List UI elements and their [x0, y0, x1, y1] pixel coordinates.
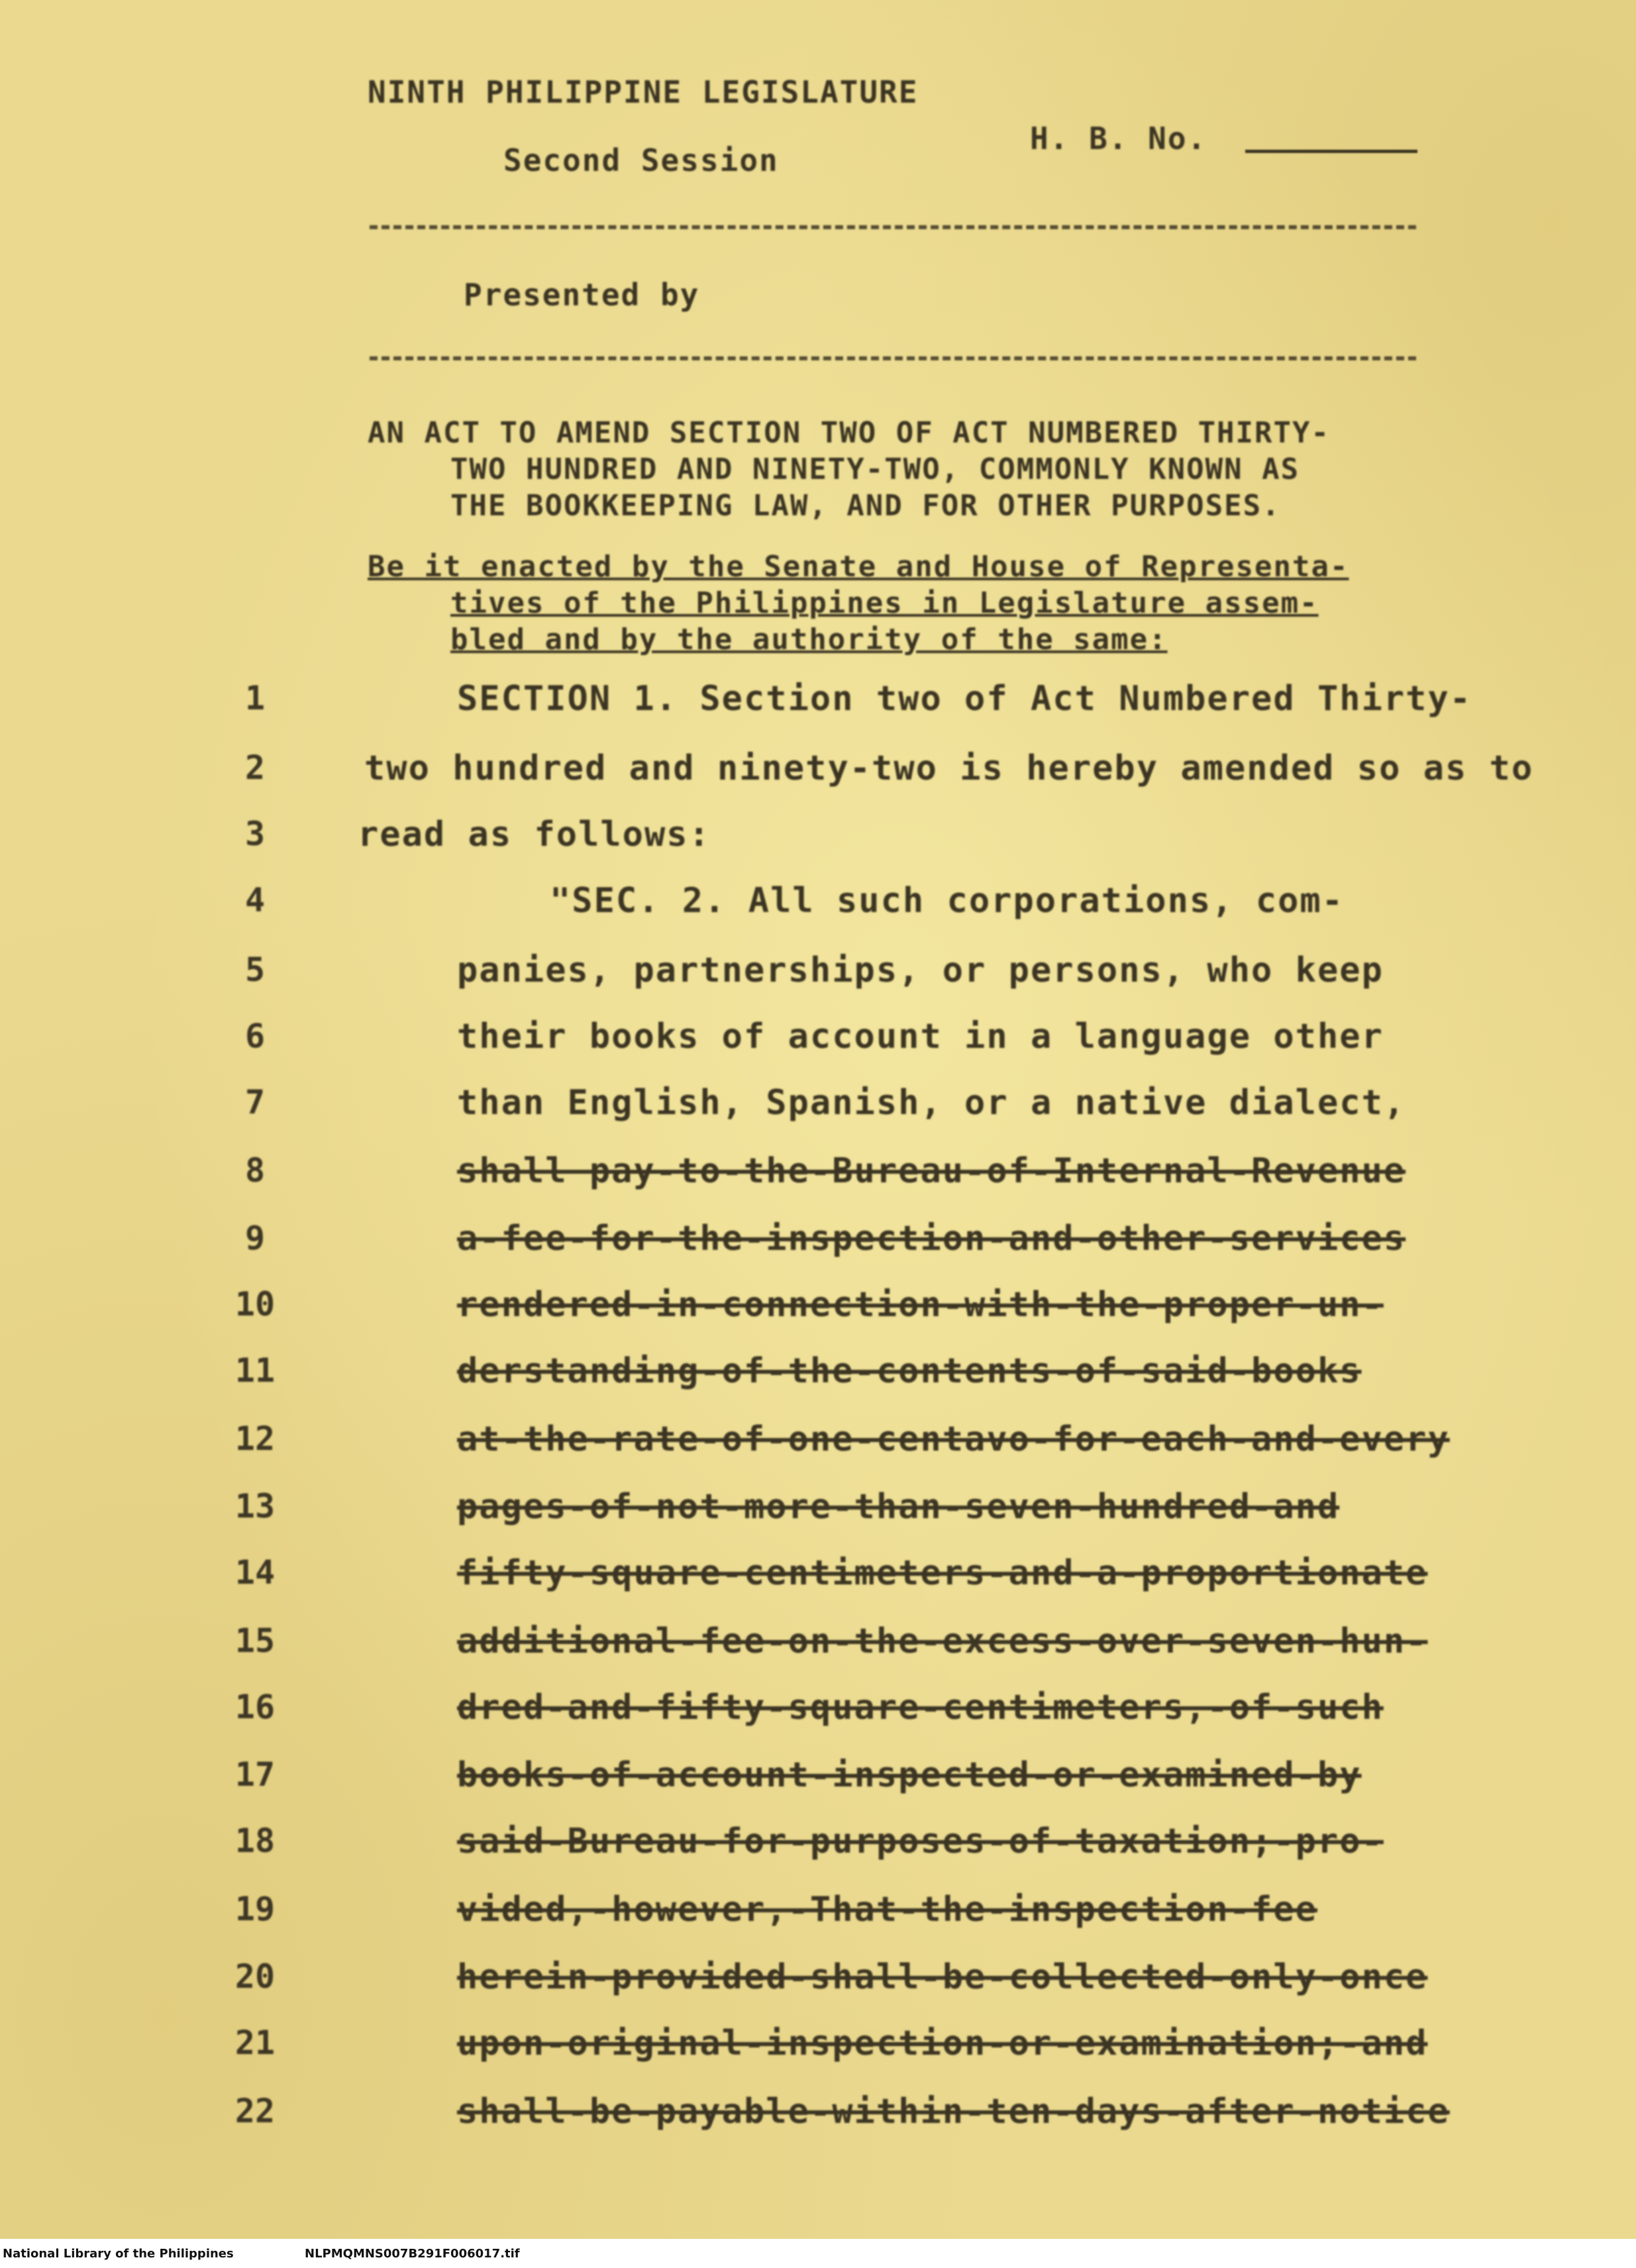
title-line-1: AN ACT TO AMEND SECTION TWO OF ACT NUMBERED THIRTY- — [368, 416, 1331, 450]
line-number: 2 — [244, 748, 266, 787]
bill-number-label: H. B. No. — [1030, 121, 1207, 156]
line-number: 9 — [244, 1219, 266, 1257]
line-number: 3 — [244, 815, 266, 853]
line-number: 15 — [234, 1622, 276, 1660]
scan-footer — [0, 2239, 1636, 2268]
bill-line: two hundred and ninety-two is hereby amended so as to — [364, 748, 1534, 788]
bill-line-struck: books-of-account-inspected-or-examined-by — [457, 1755, 1362, 1795]
bill-line-struck: additional-fee-on-the-excess-over-seven-hun- — [457, 1622, 1428, 1661]
bill-line-struck: shall-be-payable-within-ten-days-after-notice — [457, 2092, 1450, 2132]
line-number: 16 — [234, 1688, 276, 1726]
bill-line-struck: pages-of-not-more-than-seven-hundred-and — [457, 1487, 1340, 1527]
bill-line-struck: fifty-square-centimeters-and-a-proportionate — [457, 1553, 1428, 1593]
enacting-clause-line-2: tives of the Philippines in Legislature assem- — [450, 586, 1319, 620]
enacting-clause-line-3: bled and by the authority of the same: — [450, 623, 1168, 656]
line-number: 18 — [234, 1822, 276, 1860]
bill-line: "SEC. 2. All such corporations, com- — [550, 881, 1345, 921]
line-number: 20 — [234, 1957, 276, 1996]
bill-line: panies, partnerships, or persons, who keep — [457, 951, 1384, 990]
bill-line-struck: vided,-however,-That-the-inspection-fee — [457, 1890, 1317, 1930]
line-number: 12 — [234, 1419, 276, 1458]
line-number: 1 — [244, 679, 266, 717]
line-number: 4 — [244, 881, 266, 919]
file-identifier: NLPMQMNS007B291F006017.tif — [305, 2247, 520, 2261]
bill-line-struck: at-the-rate-of-one-centavo-for-each-and-every — [457, 1419, 1450, 1459]
line-number: 7 — [244, 1083, 266, 1121]
bill-number-blank — [1245, 150, 1417, 153]
header-rule-top — [370, 225, 1416, 229]
title-line-3: THE BOOKKEEPING LAW, AND FOR OTHER PURPOSES. — [450, 489, 1281, 523]
line-number: 19 — [234, 1890, 276, 1928]
bill-line: their books of account in a language other — [457, 1017, 1384, 1057]
bill-line: than English, Spanish, or a native dialect, — [457, 1083, 1406, 1123]
line-number: 10 — [234, 1285, 276, 1323]
bill-line-struck: shall pay-to-the-Bureau-of-Internal-Revenue — [457, 1151, 1406, 1191]
session-heading: Second Session — [503, 142, 779, 178]
bill-line-struck: dred-and-fifty-square-centimeters,-of-such — [457, 1688, 1384, 1727]
line-number: 8 — [244, 1151, 266, 1190]
line-number: 5 — [244, 951, 266, 989]
line-number: 21 — [234, 2024, 276, 2062]
line-number: 13 — [234, 1487, 276, 1525]
bill-line-struck: a-fee-for-the-inspection-and-other-services — [457, 1219, 1406, 1259]
line-number: 17 — [234, 1755, 276, 1794]
line-number: 6 — [244, 1017, 266, 1055]
enacting-clause-line-1: Be it enacted by the Senate and House of Representa- — [368, 550, 1349, 584]
presented-by-label: Presented by — [464, 277, 700, 313]
bill-line: read as follows: — [358, 815, 711, 854]
bill-line-struck: herein-provided-shall-be-collected-only-once — [457, 1957, 1428, 1997]
header-rule-bottom — [370, 356, 1416, 360]
title-line-2: TWO HUNDRED AND NINETY-TWO, COMMONLY KNOWN AS — [450, 452, 1300, 486]
bill-line-struck: rendered-in-connection-with-the-proper-un- — [457, 1285, 1384, 1325]
bill-line-struck: derstanding-of-the-contents-of-said-books — [457, 1351, 1362, 1391]
line-number: 11 — [234, 1351, 276, 1390]
bill-line-struck: upon-original-inspection-or-examination;-and — [457, 2024, 1428, 2063]
line-number: 22 — [234, 2092, 276, 2130]
bill-line-struck: said-Bureau-for-purposes-of-taxation;-pro- — [457, 1822, 1384, 1861]
legislature-heading: NINTH PHILIPPINE LEGISLATURE — [368, 74, 919, 110]
library-credit: National Library of the Philippines — [3, 2247, 234, 2261]
bill-line: SECTION 1. Section two of Act Numbered Thirty- — [457, 679, 1472, 719]
line-number: 14 — [234, 1553, 276, 1592]
